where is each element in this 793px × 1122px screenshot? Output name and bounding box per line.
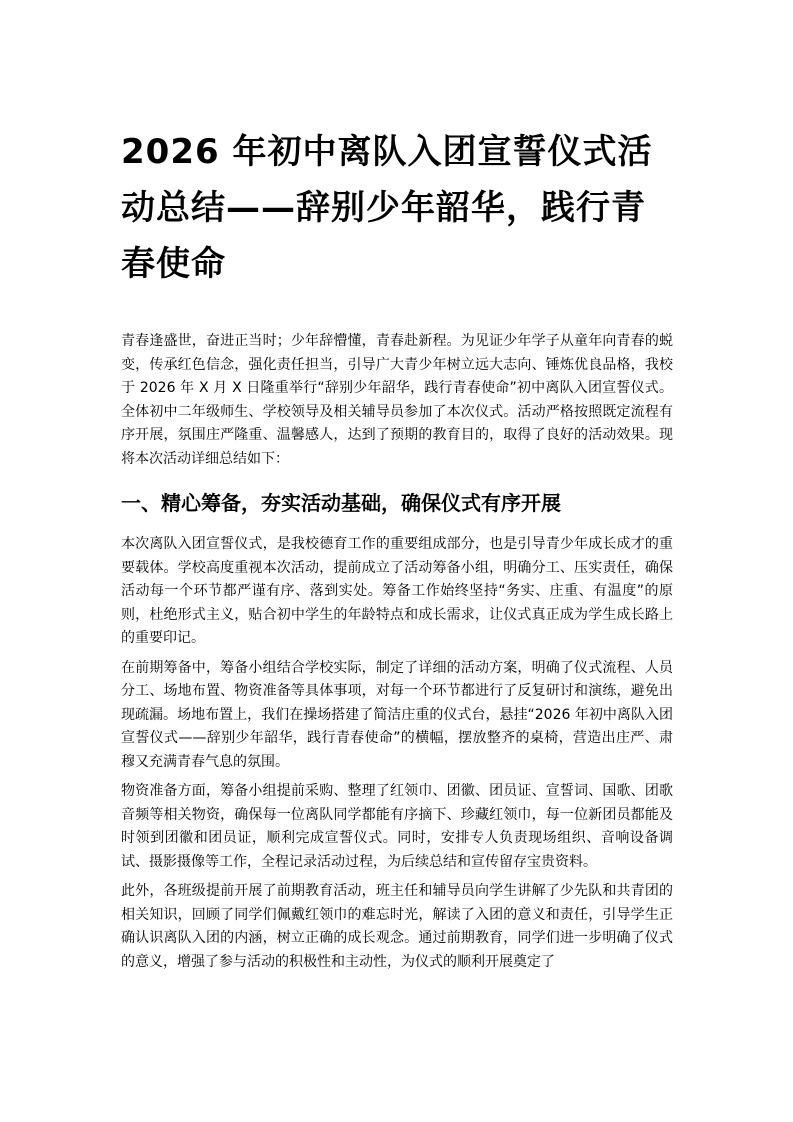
section-heading: 一、精心筹备，夯实活动基础，确保仪式有序开展 (121, 491, 561, 515)
document-body (121, 124, 673, 974)
section-paragraph: 物资准备方面，筹备小组提前采购、整理了红领巾、团徽、团员证、宣誓词、国歌、团歌音频等相关物资，确保每一位离队同学都能有序摘下、珍藏红领巾，每一位新团员都能及时领到团徽和团员证，顺利完成宣誓仪式。同时，安排专人负责现场组织、音响设备调试、摄影摄像等工作，全程记录活动过程，为后续总结和宣传留存宝贵资料。 (121, 783, 673, 870)
section-paragraph: 本次离队入团宣誓仪式，是我校德育工作的重要组成部分，也是引导青少年成长成才的重要载体。学校高度重视本次活动，提前成立了活动筹备小组，明确分工、压实责任，确保活动每一个环节都严谨有序、落到实处。筹备工作始终坚持“务实、庄重、有温度”的原则，杜绝形式主义，贴合初中学生的年龄特点和成长需求，让仪式真正成为学生成长路上的重要印记。 (121, 536, 673, 646)
section-paragraph: 此外，各班级提前开展了前期教育活动，班主任和辅导员向学生讲解了少先队和共青团的相关知识，回顾了同学们佩戴红领巾的难忘时光，解读了入团的意义和责任，引导学生正确认识离队入团的内涵，树立正确的成长观念。通过前期教育，同学们进一步明确了仪式的意义，增强了参与活动的积极性和主动性，为仪式的顺利开展奠定了 (121, 883, 673, 970)
intro-paragraph: 青春逢盛世，奋进正当时；少年辞懵懂，青春赴新程。为见证少年学子从童年向青春的蜕变，传承红色信念，强化责任担当，引导广大青少年树立远大志向、锤炼优良品格，我校于 2026 年 X 月 X 日隆重举行“辞别少年韶华，践行青春使命”初中离队入团宣誓仪式。全体初中二年级师生、学校领导及相关辅导员参加了本次仪式。活动严格按照既定流程有序开展，氛围庄严隆重、温馨感人，达到了预期的教育目的，取得了良好的活动效果。现将本次活动详细总结如下： (121, 333, 673, 467)
section-paragraph: 在前期筹备中，筹备小组结合学校实际，制定了详细的活动方案，明确了仪式流程、人员分工、场地布置、物资准备等具体事项，对每一个环节都进行了反复研讨和演练，避免出现疏漏。场地布置上，我们在操场搭建了简洁庄重的仪式台，悬挂“2026 年初中离队入团宣誓仪式——辞别少年韶华，践行青春使命”的横幅，摆放整齐的桌椅，营造出庄严、肃穆又充满青春气息的氛围。 (121, 659, 673, 770)
document-title: 2026 年初中离队入团宣誓仪式活动总结——辞别少年韶华，践行青春使命 (121, 132, 653, 284)
